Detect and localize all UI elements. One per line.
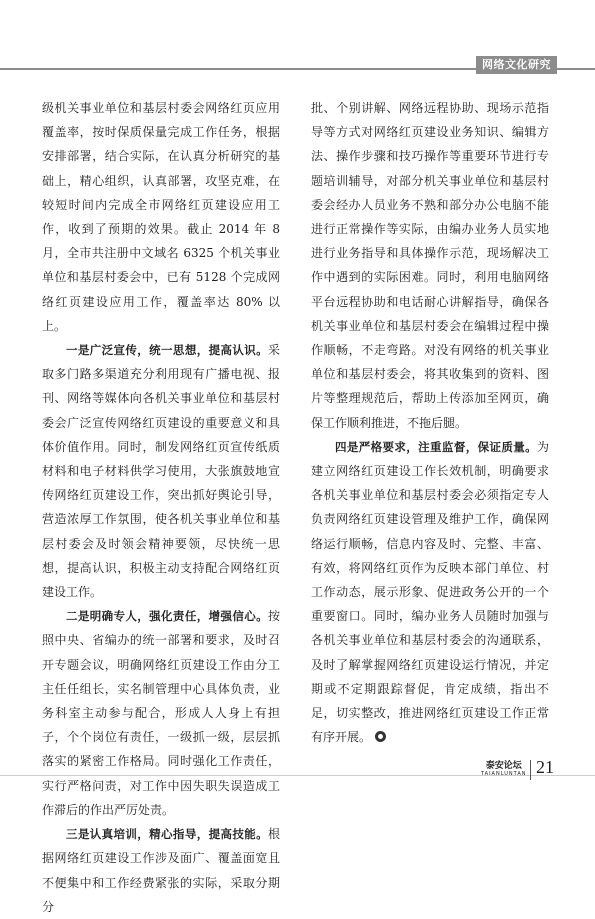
paragraph bbox=[42, 604, 280, 822]
paragraph-text: 为建立网络红页建设工作长效机制，明确要求各机关事业单位和基层村委会必须指定专人负责网络红页建设管理及维护工作，确保网络运行顺畅，信息内容及时、完整、丰富、有效，将网络红页作为反映本部门单位、村工作动态，展示形象、促进政务公开的一个重要窗口。同时，编办业务人员随时加强与各机关事业单位和基层村委会的沟通联系，及时了解掌握网络红页建设运行情况，并定期或不定期跟踪督促，肯定成绩，指出不足，切实整改，推进网络红页建设工作正常有序开展。 bbox=[311, 439, 549, 745]
paragraph bbox=[311, 96, 549, 435]
paragraph-lead: 四是严格要求，注重监督，保证质量。 bbox=[335, 439, 537, 454]
paragraph-lead: 三是认真培训，精心指导，提高技能。 bbox=[66, 827, 268, 842]
paragraph bbox=[311, 435, 549, 750]
page-number: 21 bbox=[536, 757, 554, 777]
footer-brand bbox=[481, 761, 527, 778]
section-title: 网络文化研究 bbox=[476, 56, 557, 74]
paragraph-text: 级机关事业单位和基层村委会网络红页应用覆盖率，按时保质保量完成工作任务，根据安排部署，结合实际，在认真分析研究的基础上，精心组织，认真部署，攻坚克难，在较短时间内完成全市网络红页建设应用工作，收到了预期的效果。截止 2014 年 8 月，全市共注册中文域名 6325 个机关事业单位和基层村委会中，已有 5128 个完成网络红页建设应用工作，覆盖率达 80% 以上。 bbox=[42, 101, 280, 333]
paragraph bbox=[42, 338, 280, 604]
paragraph bbox=[42, 822, 280, 919]
end-of-article-mark-icon bbox=[375, 731, 386, 742]
paragraph-lead: 二是明确专人，强化责任，增强信心。 bbox=[66, 609, 268, 624]
paragraph bbox=[42, 96, 280, 338]
footer-separator bbox=[530, 760, 531, 780]
paragraph-text: 按照中央、省编办的统一部署和要求，及时召开专题会议，明确网络红页建设工作由分工主任任组长，实名制管理中心具体负责，业务科室主动参与配合，形成人人身上有担子，个个岗位有责任，一级抓一级，层层抓落实的紧密工作格局。同时强化工作责任，实行严格问责，对工作中因失职失误造成工作滞后的作出严厉处责。 bbox=[42, 609, 280, 817]
paragraph-text: 采取多门路多渠道充分利用现有广播电视、报刊、网络等媒体向各机关事业单位和基层村委会广泛宣传网络红页建设的重要意义和具体价值作用。同时，制发网络红页宣传纸质材料和电子材料供学习使用，大张旗鼓地宣传网络红页建设工作，突出抓好舆论引导，营造浓厚工作氛围，使各机关事业单位和基层村委会及时领会精神要领，尽快统一思想，提高认识，积极主动支持配合网络红页建设工作。 bbox=[42, 343, 280, 600]
paragraph-text: 批、个别讲解、网络远程协助、现场示范指导等方式对网络红页建设业务知识、编辑方法、操作步骤和技巧操作等重要环节进行专题培训辅导，对部分机关事业单位和基层村委会经办人员业务不熟和部分办公电脑不能进行正常操作等实际，由编办业务人员实地进行业务指导和具体操作示范，现场解决工作中遇到的实际困难。同时，利用电脑网络平台远程协助和电话耐心讲解指导，确保各机关事业单位和基层村委会在编辑过程中操作顺畅，不走弯路。对没有网络的机关事业单位和基层村委会，将其收集到的资料、图片等整理规范后，帮助上传添加至网页，确保工作顺利推进，不拖后腿。 bbox=[311, 101, 549, 430]
left-column bbox=[42, 96, 280, 919]
right-column bbox=[311, 96, 549, 749]
brand-name: 泰安论坛 bbox=[485, 761, 522, 771]
paragraph-lead: 一是广泛宣传，统一思想，提高认识。 bbox=[66, 343, 268, 358]
paragraph-text: 根据网络红页建设工作涉及面广、覆盖面宽且不便集中和工作经费紧张的实际，采取分期分 bbox=[42, 827, 280, 914]
brand-name-latin: TAIANLUNTAN bbox=[481, 771, 527, 777]
